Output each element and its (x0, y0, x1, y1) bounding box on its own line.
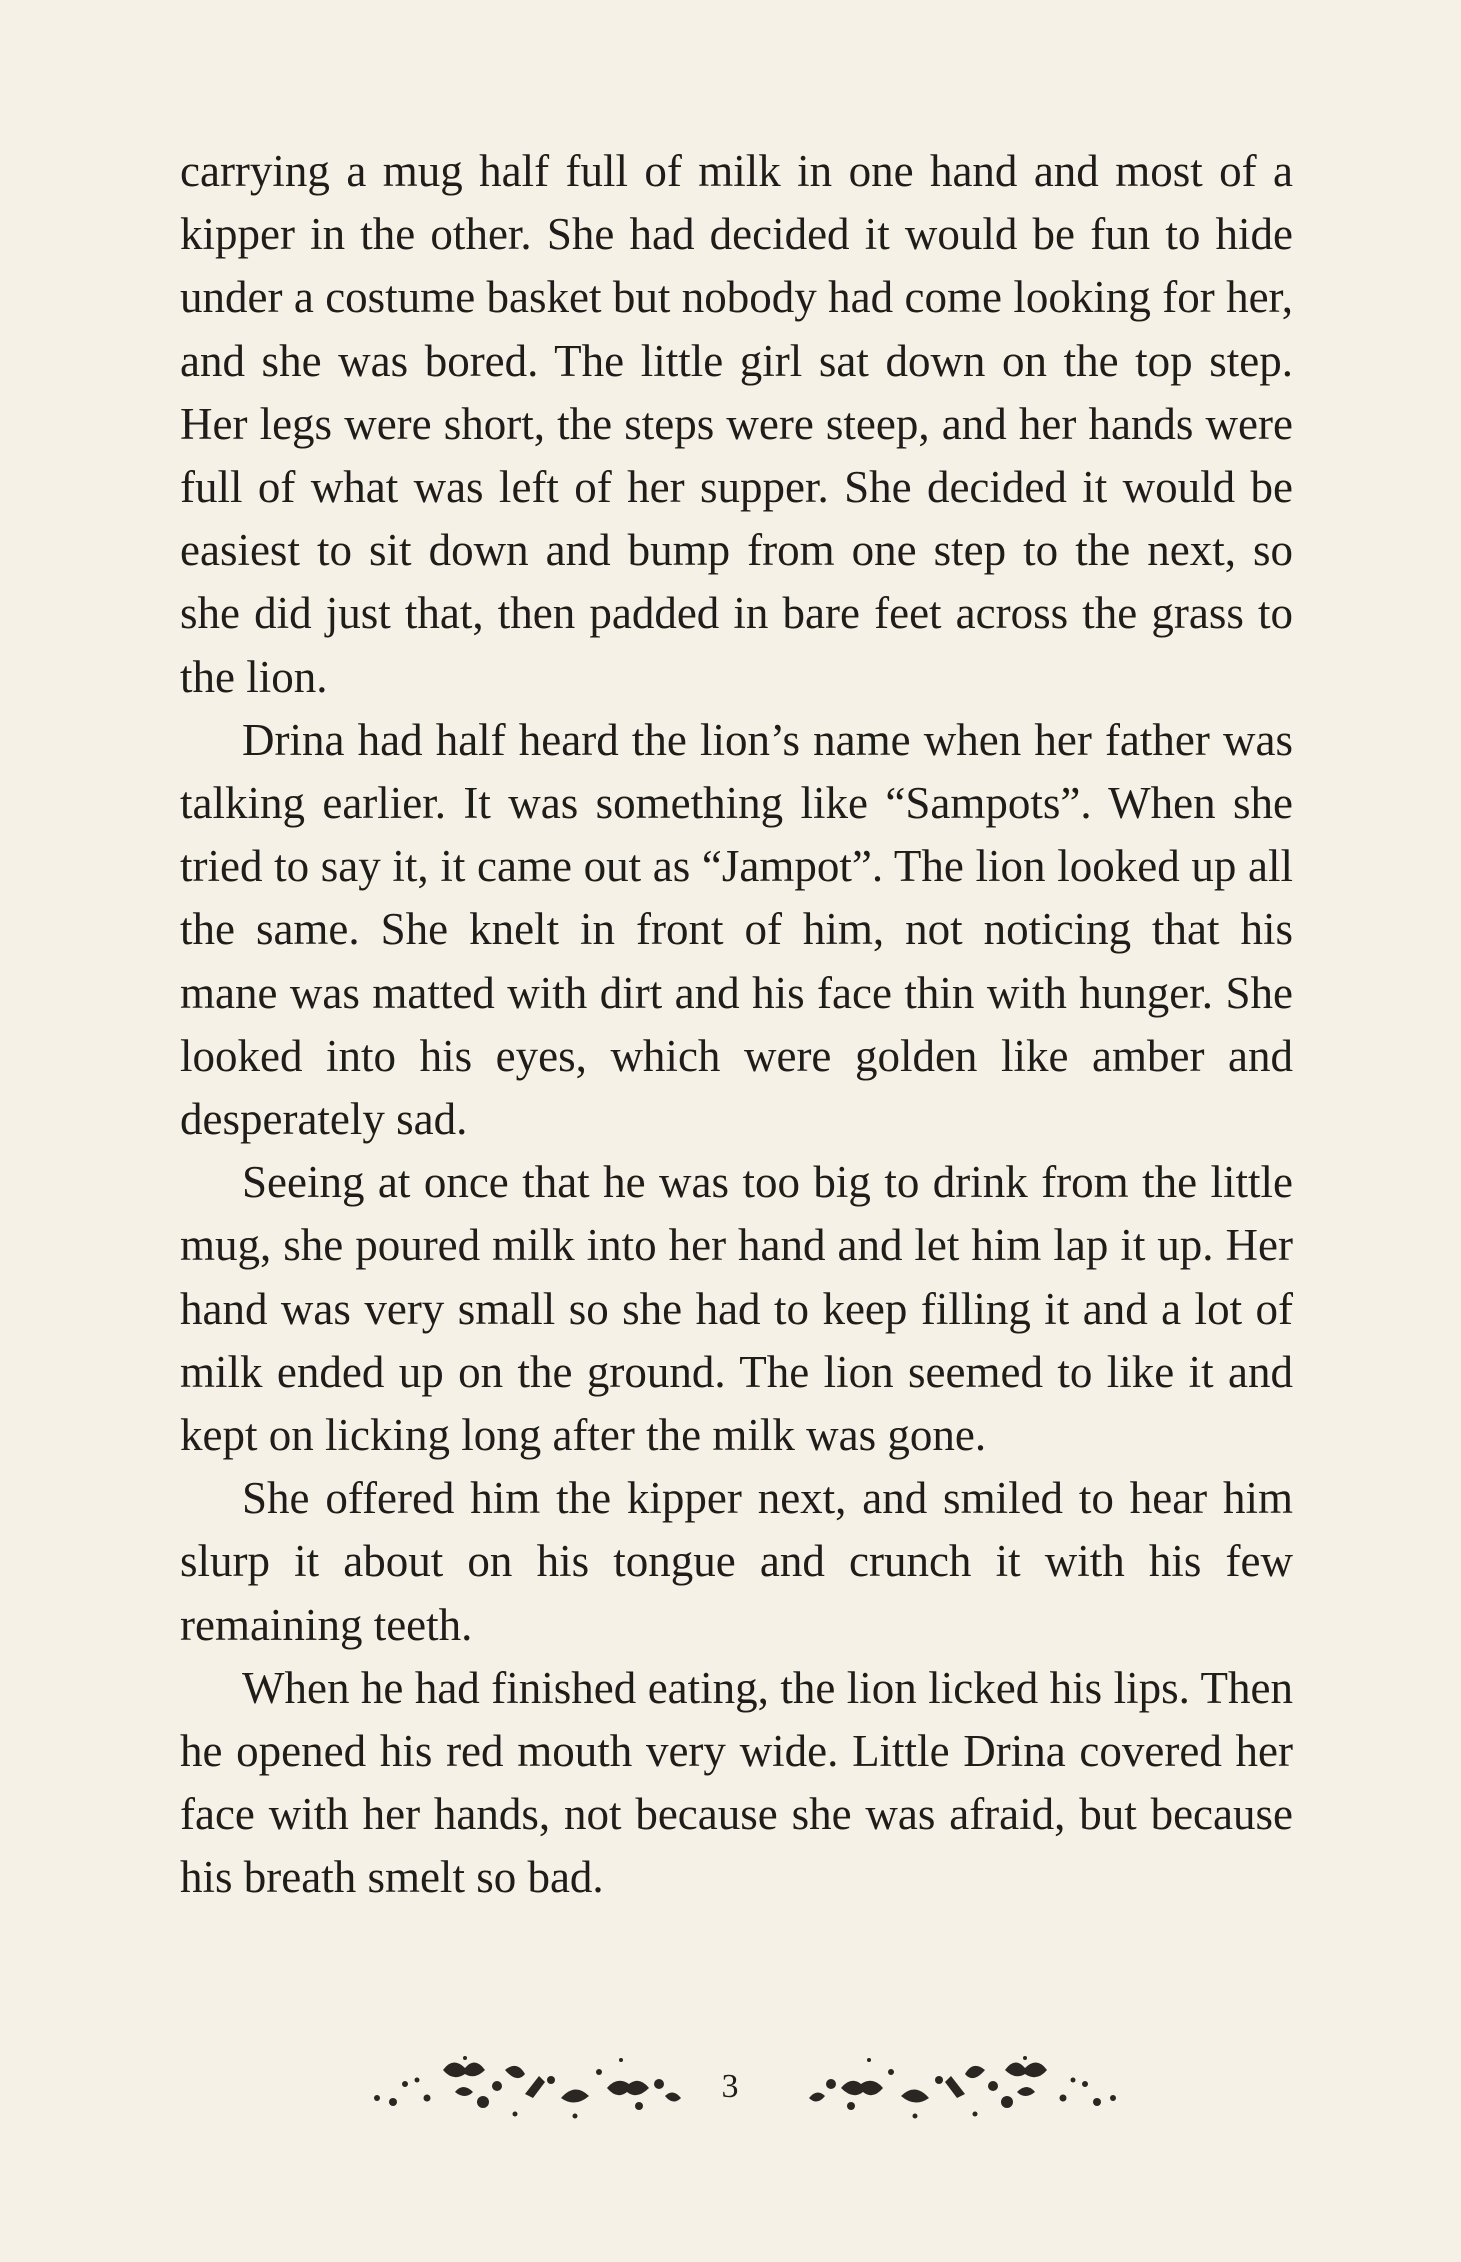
paragraph-2: Drina had half heard the lion’s name when her father was talking earlier. It was something like “Sampots”. When she tried to say it, it came out as “Jampot”. The lion looked up all the same. She knelt in front of him, not noticing that his mane was matted with dirt and his face thin with hunger. She looked into his eyes, which were golden like amber and desperately sad. (180, 714, 1293, 1145)
paragraph-4: She offered him the kipper next, and smiled to hear him slurp it about on his tongue and crunch it with his few remaining teeth. (180, 1473, 1293, 1650)
paragraph-5: When he had finished eating, the lion licked his lips. Then he opened his red mouth very wide. Little Drina covered her face with her hands, not because she was afraid, but because his breath smelt so bad. (180, 1662, 1293, 1903)
floral-ornament-right-icon (805, 2040, 1125, 2130)
paragraph-3: Seeing at once that he was too big to drink from the little mug, she poured milk into her hand and let him lap it up. Her hand was very small so she had to keep filling it and a lot of milk ended up on the ground. The lion seemed to like it and kept on licking long after the milk was gone. (180, 1157, 1293, 1461)
body-text (180, 140, 1293, 1910)
page-number: 3 (721, 2068, 739, 2105)
paragraph-1: carrying a mug half full of milk in one hand and most of a kipper in the other. She had decided it would be fun to hide under a costume basket but nobody had come looking for her, and she was bored. The little girl sat down on the top step. Her legs were short, the steps were steep, and her hands were full of what was left of her supper. She decided it would be easiest to sit down and bump from one step to the next, so she did just that, then padded in bare feet across the grass to the lion. (180, 146, 1293, 702)
page-footer (0, 2030, 1461, 2140)
floral-ornament-left-icon (365, 2040, 685, 2130)
